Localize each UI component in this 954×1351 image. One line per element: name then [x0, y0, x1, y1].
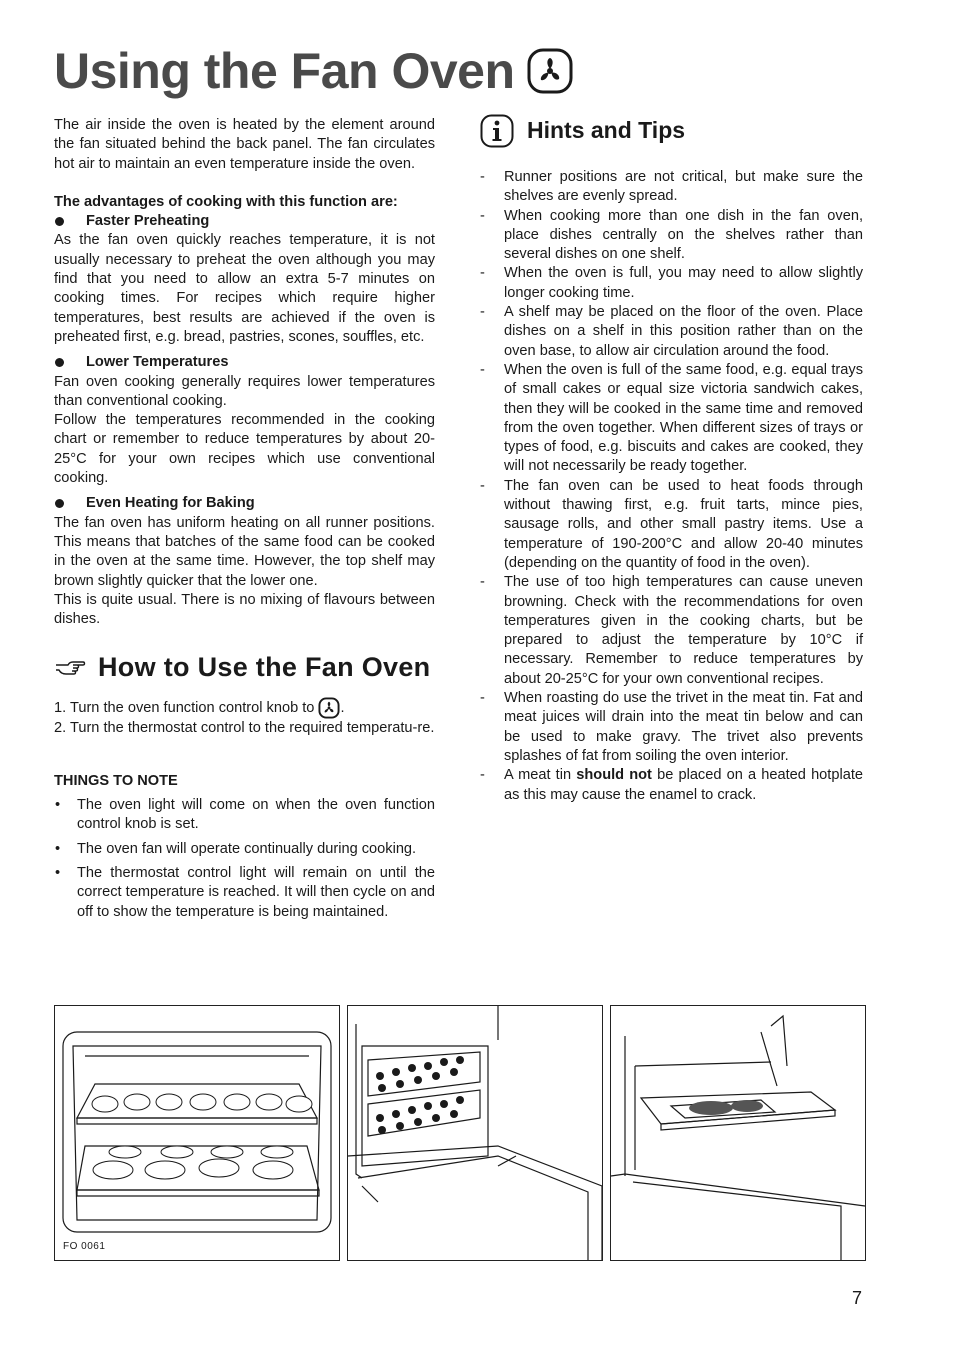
- things-list: [54, 796, 435, 922]
- advantage-paragraph: The fan oven has uniform heating on all runner positions. This means that batches of the same food can be cooked in the oven at the same time. However, the top shelf may brown slightly quicker that the lower one.: [54, 514, 435, 589]
- list-item: - A meat tin should not be placed on a heated hotplate as this may cause the enamel to crack.: [480, 766, 863, 805]
- things-heading: THINGS TO NOTE: [54, 772, 178, 789]
- info-icon: [480, 114, 514, 148]
- how-to-heading: How to Use the Fan Oven: [54, 657, 435, 677]
- hints-list: [480, 168, 863, 805]
- fan-oven-icon: [527, 48, 573, 94]
- list-item: - When roasting do use the trivet in the meat tin. Fat and meat juices will drain into the meat tin below and can be used to make gravy. The trivet also prevents splashes of fat from soiling the oven interior.: [480, 689, 863, 766]
- illustrations: [54, 1005, 866, 1261]
- left-column: [54, 116, 435, 927]
- pointing-hand-icon: [54, 657, 86, 677]
- step-2: 2. Turn the thermostat control to the required temperatu-re.: [54, 720, 435, 737]
- bullet-icon: [55, 499, 64, 508]
- list-item: • The oven light will come on when the oven function control knob is set.: [54, 796, 435, 835]
- fan-oven-icon: [318, 697, 340, 719]
- baking-trays-drawing: [348, 1006, 602, 1260]
- list-item: • The oven fan will operate continually during cooking.: [54, 840, 435, 859]
- list-item: • The thermostat control light will remain on until the correct temperature is reached. It will then cycle on and off to show the temperature is being maintained.: [54, 864, 435, 922]
- illustration-baking-trays: [347, 1005, 603, 1261]
- list-item: - A shelf may be placed on the floor of the oven. Place dishes on a shelf in this position rather than on the oven base, to allow air circulation around the food.: [480, 303, 863, 361]
- advantages-heading: The advantages of cooking with this function are:: [54, 193, 398, 210]
- step-1: 1. Turn the oven function control knob to .: [54, 697, 435, 719]
- illustration-oven-shelves: [54, 1005, 340, 1261]
- advantage-heading: Lower Temperatures: [54, 353, 435, 372]
- list-item: - When the oven is full of the same food, e.g. equal trays of small cakes or equal size victoria sandwich cakes, then they will be cooked in the same time and removed from the oven together. When different sizes of trays or types of food, e.g. biscuits and cakes are cooked, they will not necessarily be ready together.: [480, 361, 863, 477]
- intro-paragraph: The air inside the oven is heated by the element around the fan situated behind the back panel. The fan circulates hot air to maintain an even temperature inside the oven.: [54, 117, 435, 172]
- figure-caption: FO 0061: [63, 1241, 106, 1252]
- advantage-heading: Faster Preheating: [54, 212, 435, 231]
- oven-shelves-drawing: [55, 1006, 339, 1260]
- list-item: - When the oven is full, you may need to allow slightly longer cooking time.: [480, 264, 863, 303]
- bullet-icon: [55, 217, 64, 226]
- emphasis: should not: [576, 767, 652, 784]
- list-item: - When cooking more than one dish in the fan oven, place dishes centrally on the shelves rather than several dishes on one shelf.: [480, 207, 863, 265]
- advantage-heading: Even Heating for Baking: [54, 494, 435, 513]
- right-column: [480, 114, 863, 805]
- page-title-text: Using the Fan Oven: [54, 43, 515, 99]
- roasting-tin-drawing: [611, 1006, 865, 1260]
- advantage-paragraph: Fan oven cooking generally requires lower temperatures than conventional cooking.: [54, 373, 435, 409]
- list-item: - The use of too high temperatures can cause uneven browning. Check with the recommendations for oven temperatures given in the cooking charts, but be prepared to adjust the temperature by 10°C if necessary. Remember to reduce temperatures by about 20-25°C for your own conventional recipes.: [480, 573, 863, 689]
- page-title: [54, 42, 573, 100]
- illustration-roasting-tin: [610, 1005, 866, 1261]
- advantage-paragraph: As the fan oven quickly reaches temperature, it is not usually necessary to preheat the oven although you may find that you need to allow an extra 5-7 minutes on cooking times. For recipes which require higher temperatures, best results are achieved if the oven is preheated first, e.g. bread, pastries, scones, souffles, etc.: [54, 232, 435, 345]
- steps: [54, 697, 435, 738]
- page-number: 7: [851, 1288, 862, 1308]
- list-item: - The fan oven can be used to heat foods through without thawing first, e.g. fruit tarts, mince pies, sausage rolls, and other small pastry items. Use a temperature of 190-200°C and allow 20-40 minutes (depending on the quantity of food in the oven).: [480, 477, 863, 573]
- hints-heading: Hints and Tips: [480, 114, 863, 148]
- bullet-icon: [55, 358, 64, 367]
- advantage-paragraph: Follow the temperatures recommended in the cooking chart or remember to reduce temperatures by about 20-25°C for your own recipes which use conventional cooking.: [54, 412, 435, 487]
- list-item: - Runner positions are not critical, but make sure the shelves are evenly spread.: [480, 168, 863, 207]
- advantage-paragraph: This is quite usual. There is no mixing of flavours between dishes.: [54, 591, 435, 628]
